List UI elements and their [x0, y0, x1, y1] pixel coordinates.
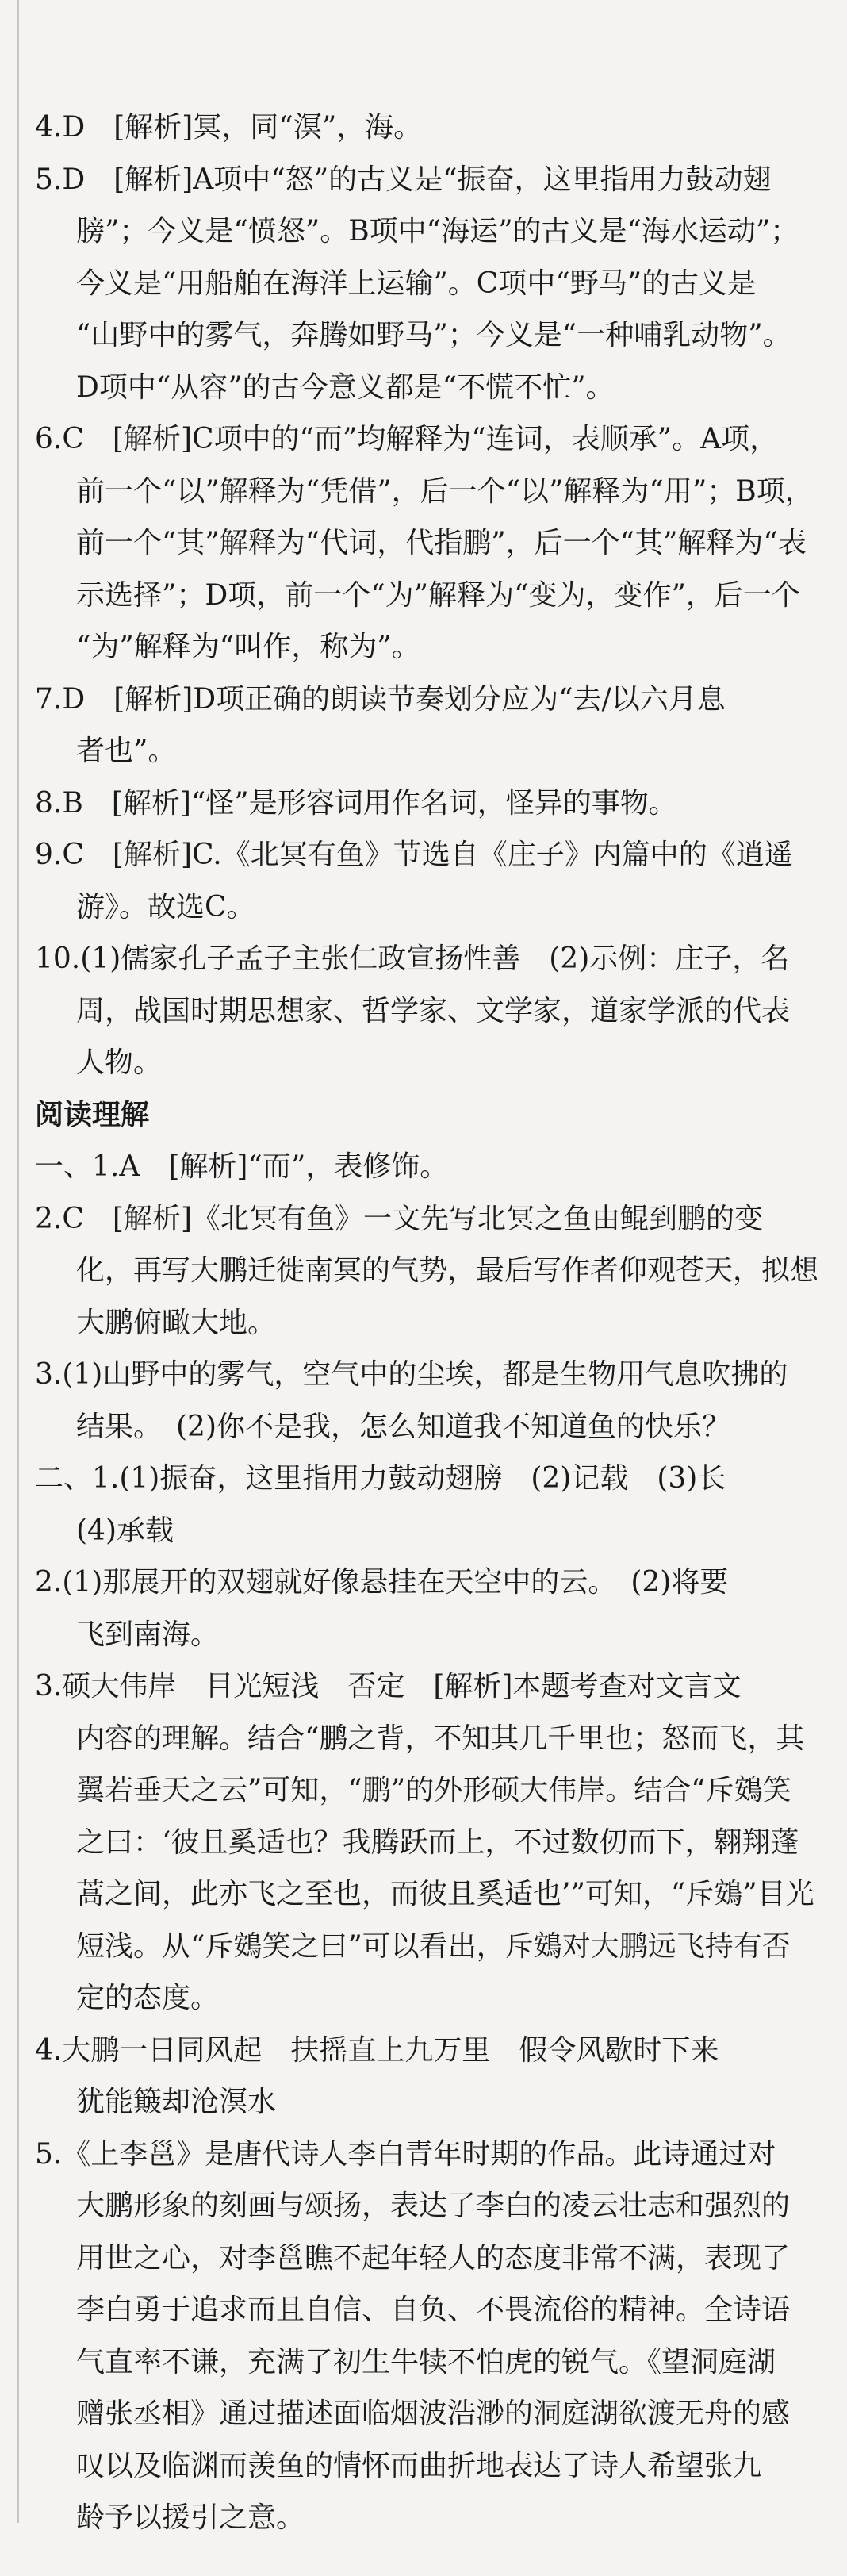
answer-item-10: [35, 933, 820, 1089]
text-line: 短浅。从“斥鴳笑之曰”可以看出，斥鴳对大鹏远飞持有否: [76, 1929, 791, 1963]
left-border-line: [17, 0, 19, 2523]
text-line: 前一个“其”解释为“代词，代指鹏”，后一个“其”解释为“表: [76, 527, 807, 559]
section-title: 阅读理解: [35, 1098, 150, 1131]
text-line: 8.B [解析]“怪”是形容词用作名词，怪异的事物。: [35, 786, 677, 820]
text-line: 9.C [解析]C.《北冥有鱼》节选自《庄子》内篇中的《逍遥: [35, 839, 793, 871]
reading-2-item-2: [35, 1557, 820, 1660]
text-line: 膀”；今义是“愤怒”。B项中“海运”的古义是“海水运动”；: [76, 215, 799, 248]
text-line: 6.C [解析]C项中的“而”均解释为“连词，表顺承”。A项，: [35, 423, 779, 455]
text-line: 结果。 (2)你不是我，怎么知道我不知道鱼的快乐？: [76, 1410, 730, 1443]
answer-item-6: [35, 413, 820, 674]
text-line: 翼若垂天之云”可知，“鹏”的外形硕大伟岸。结合“斥鴳笑: [76, 1774, 791, 1806]
text-line: 用世之心，对李邕瞧不起年轻人的态度非常不满，表现了: [76, 2241, 791, 2275]
text-line: 化，再写大鹏迁徙南冥的气势，最后写作者仰观苍天，拟想: [76, 1254, 819, 1287]
text-line: 3.(1)山野中的雾气，空气中的尘埃，都是生物用气息吹拂的: [35, 1358, 788, 1391]
text-line: 龄予以援引之意。: [76, 2501, 305, 2534]
text-line: D项中“从容”的古今意义都是“不慌不忙”。: [76, 370, 615, 404]
answer-item-8: [35, 777, 820, 830]
text-line: 前一个“以”解释为“凭借”，后一个“以”解释为“用”；B项，: [76, 474, 814, 508]
reading-2-item-5: [35, 2129, 820, 2544]
reading-2-item-3: [35, 1660, 820, 2025]
text-line: 人物。: [76, 1046, 163, 1079]
text-line: 示选择”；D项，前一个“为”解释为“变为，变作”，后一个: [76, 578, 800, 612]
text-line: 2.C [解析]《北冥有鱼》一文先写北冥之鱼由鲲到鹏的变: [35, 1202, 763, 1235]
text-line: 大鹏形象的刻画与颂扬，表达了李白的凌云壮志和强烈的: [76, 2190, 791, 2222]
text-line: 飞到南海。: [76, 1618, 220, 1651]
section-heading-reading: [35, 1089, 820, 1142]
text-line: 3.硕大伟岸 目光短浅 否定 [解析]本题考查对文言文: [35, 1670, 742, 1703]
text-line: 游》。故选C。: [76, 890, 255, 923]
text-line: 定的态度。: [76, 1982, 220, 2014]
reading-1-item-1: [35, 1141, 820, 1193]
text-line: 蒿之间，此亦飞之至也，而彼且奚适也’”可知，“斥鴳”目光: [76, 1878, 814, 1910]
reading-2-item-4: [35, 2025, 820, 2129]
text-line: 犹能簸却沧溟水: [76, 2086, 277, 2118]
text-line: 二、1.(1)振奋，这里指用力鼓动翅膀 (2)记载 (3)长: [35, 1462, 726, 1495]
answer-content: [35, 102, 820, 2576]
text-line: 5.D [解析]A项中“怒”的古义是“振奋，这里指用力鼓动翅: [35, 163, 772, 196]
text-line: 一、1.A [解析]“而”，表修饰。: [35, 1150, 449, 1183]
text-line: 之曰：‘彼且奚适也？我腾跃而上，不过数仞而下，翱翔蓬: [76, 1825, 799, 1859]
text-line: 气直率不谦，充满了初生牛犊不怕虎的锐气。《望洞庭湖: [76, 2345, 776, 2378]
answer-item-4: [35, 102, 820, 154]
text-line: 李白勇于追求而且自信、自负、不畏流俗的精神。全诗语: [76, 2294, 791, 2326]
reading-2-item-1: [35, 1453, 820, 1557]
text-line: 大鹏俯瞰大地。: [76, 1306, 277, 1339]
text-line: 4.大鹏一日同风起 扶摇直上九万里 假令风歇时下来: [35, 2033, 719, 2067]
text-line: 5.《上李邕》是唐代诗人李白青年时期的作品。此诗通过对: [35, 2137, 776, 2171]
text-line: 赠张丞相》通过描述面临烟波浩渺的洞庭湖欲渡无舟的感: [76, 2397, 791, 2430]
text-line: 2.(1)那展开的双翅就好像悬挂在天空中的云。 (2)将要: [35, 1566, 729, 1599]
page-bottom-space: [35, 2544, 820, 2576]
answer-item-7: [35, 674, 820, 777]
text-line: 10.(1)儒家孔子孟子主张仁政宣扬性善 (2)示例：庄子，名: [35, 942, 790, 975]
text-line: 今义是“用船舶在海洋上运输”。C项中“野马”的古义是: [76, 267, 757, 300]
reading-1-item-2: [35, 1193, 820, 1349]
text-line: 4.D [解析]冥，同“溟”，海。: [35, 111, 423, 144]
text-line: 周，战国时期思想家、哲学家、文学家，道家学派的代表: [76, 994, 791, 1027]
text-line: 叹以及临渊而羡鱼的情怀而曲折地表达了诗人希望张九: [76, 2449, 762, 2482]
answer-item-5: [35, 154, 820, 414]
text-line: 者也”。: [76, 735, 177, 767]
reading-1-item-3: [35, 1349, 820, 1453]
answer-item-9: [35, 829, 820, 933]
text-line: 内容的理解。结合“鹏之背，不知其几千里也；怒而飞，其: [76, 1722, 805, 1755]
text-line: (4)承载: [76, 1514, 174, 1547]
text-line: “山野中的雾气，奔腾如野马”；今义是“一种哺乳动物”。: [76, 319, 791, 351]
text-line: 7.D [解析]D项正确的朗读节奏划分应为“去/以六月息: [35, 682, 726, 716]
text-line: “为”解释为“叫作，称为”。: [76, 631, 420, 663]
